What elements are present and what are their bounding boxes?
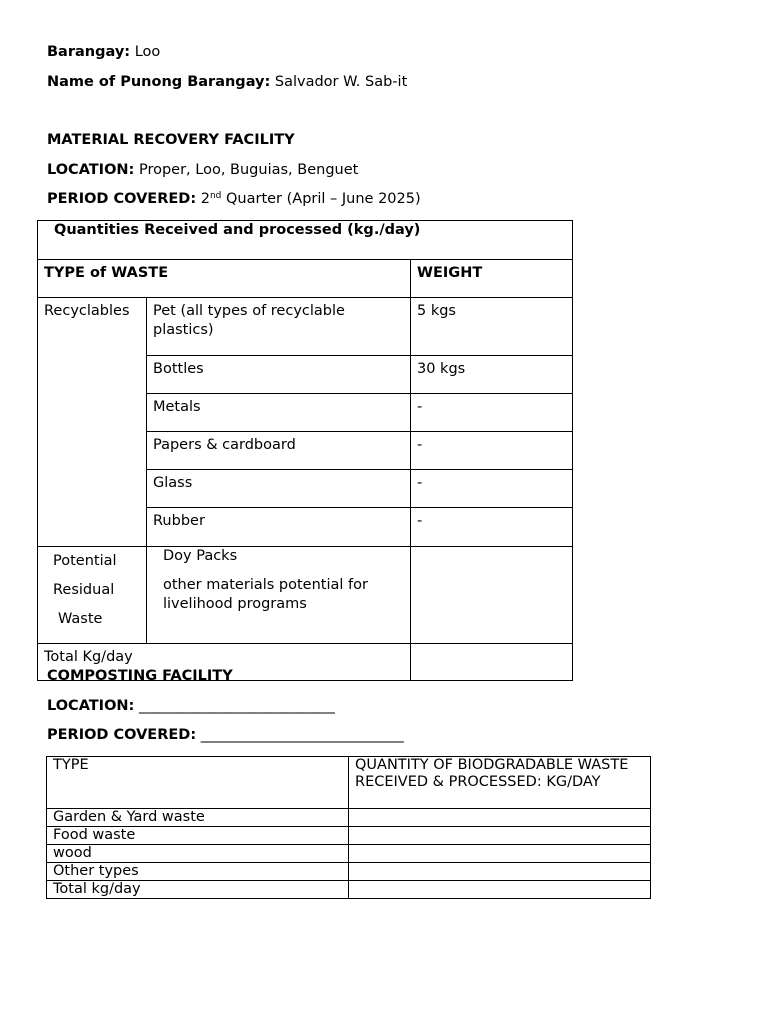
potential-items [147, 547, 411, 644]
composting-period-blank: ____________________________ [200, 727, 404, 743]
waste-item: Glass [147, 470, 411, 508]
waste-weight: - [411, 432, 573, 470]
recyclables-label: Recyclables [38, 298, 147, 547]
waste-weight: - [411, 470, 573, 508]
col-header-type: TYPE of WASTE [38, 260, 411, 298]
potential-line: Residual [53, 582, 115, 598]
mrf-period-label: PERIOD COVERED: [47, 191, 197, 207]
comp-col-header-quantity: QUANTITY OF BIODGRADABLE WASTE RECEIVED & PROCESSED: KG/DAY [349, 757, 651, 809]
waste-weight: - [411, 394, 573, 432]
punong-barangay-value: Salvador W. Sab-it [274, 74, 408, 90]
mrf-period-rest: Quarter (April – June 2025) [226, 191, 421, 207]
potential-residual-waste-label [38, 547, 147, 644]
potential-item-doy-packs: Doy Packs [163, 548, 238, 564]
comp-row-quantity [349, 827, 651, 845]
mrf-quantities-table [37, 220, 573, 681]
potential-item-other: other materials potential for livelihood programs [163, 577, 368, 612]
mrf-period-num: 2 [200, 191, 210, 207]
total-label: Total Kg/day [38, 644, 411, 681]
composting-heading: COMPOSTING FACILITY [47, 668, 233, 684]
mrf-location-value: Proper, Loo, Buguias, Benguet [138, 162, 359, 178]
mrf-period-line [47, 190, 421, 208]
mrf-table-title: Quantities Received and processed (kg./day) [38, 221, 573, 260]
comp-row-type: wood [47, 845, 349, 863]
mrf-location-line [47, 161, 358, 179]
comp-row-quantity [349, 881, 651, 899]
composting-location-blank: ___________________________ [138, 698, 335, 714]
waste-item: Papers & cardboard [147, 432, 411, 470]
waste-item: Metals [147, 394, 411, 432]
comp-row-type: Food waste [47, 827, 349, 845]
comp-row-type: Other types [47, 863, 349, 881]
composting-location-line [47, 697, 335, 715]
waste-item: Bottles [147, 356, 411, 394]
barangay-label: Barangay: [47, 44, 131, 60]
composting-period-line [47, 726, 404, 744]
mrf-location-label: LOCATION: [47, 162, 135, 178]
comp-col-header-type: TYPE [47, 757, 349, 809]
composting-location-label: LOCATION: [47, 698, 135, 714]
waste-weight: 30 kgs [411, 356, 573, 394]
comp-row-type: Garden & Yard waste [47, 809, 349, 827]
waste-item: Pet (all types of recyclable plastics) [147, 298, 411, 356]
waste-weight: 5 kgs [411, 298, 573, 356]
potential-weight [411, 547, 573, 644]
potential-line: Potential [53, 553, 117, 569]
comp-row-quantity [349, 863, 651, 881]
waste-item: Rubber [147, 508, 411, 547]
barangay-value: Loo [134, 44, 161, 60]
comp-row-quantity [349, 809, 651, 827]
comp-row-quantity [349, 845, 651, 863]
composting-period-label: PERIOD COVERED: [47, 727, 197, 743]
mrf-heading: MATERIAL RECOVERY FACILITY [47, 132, 295, 148]
punong-barangay-label: Name of Punong Barangay: [47, 74, 271, 90]
potential-line: Waste [58, 611, 103, 627]
barangay-line [47, 43, 160, 61]
waste-weight: - [411, 508, 573, 547]
composting-table [46, 756, 651, 899]
col-header-weight: WEIGHT [411, 260, 573, 298]
punong-barangay-line [47, 73, 407, 91]
comp-row-type: Total kg/day [47, 881, 349, 899]
mrf-period-sup: nd [209, 191, 222, 201]
total-weight [411, 644, 573, 681]
